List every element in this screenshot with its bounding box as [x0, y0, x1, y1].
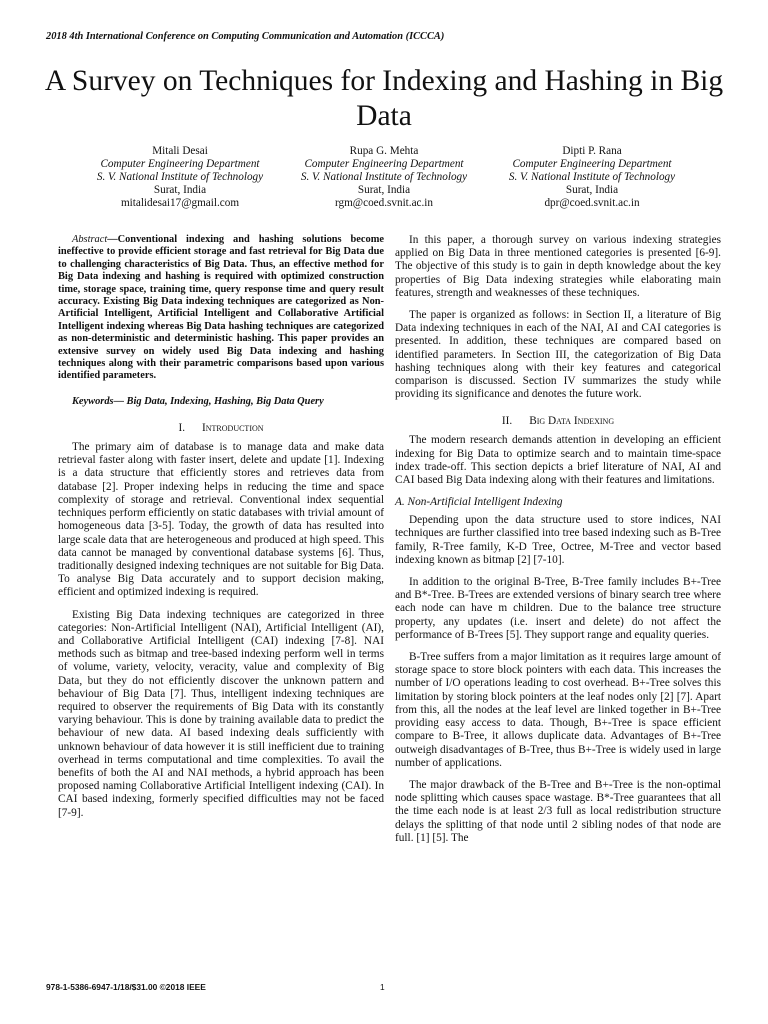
left-column [58, 234, 384, 820]
nai-paragraph-3: B-Tree suffers from a major limitation as it requires large amount of storage space to store block pointers with each data. This increases the number of I/O operations leading to cost overhead. B+-Tree solves this limitation by storing block pointers at the leaf nodes only [2] [7]. Apart from this, all the nodes at the leaf level are linked together in B+-Tree providing easy access to data. Though, B+-Tree is space efficient compare to B-Tree, it allows duplicate data. Advantages of B+-Tree outweigh disadvantages of B-Tree, thus B+-Tree is widely used in large number of applications. [395, 651, 721, 769]
author-department: Computer Engineering Department [512, 158, 672, 170]
author-city: Surat, India [565, 184, 619, 196]
nai-paragraph-1: Depending upon the data structure used to store indices, NAI techniques are further classified into tree based indexing such as B-Tree family, R-Tree family, K-D Tree, Octree, M-Tree and vector based indexing known as bitmap [2] [7-10]. [395, 514, 721, 566]
author-city: Surat, India [153, 184, 207, 196]
abstract-label: Abstract [72, 234, 108, 245]
paper-title: A Survey on Techniques for Indexing and Hashing in Big Data [44, 65, 724, 132]
section-title: Big Data Indexing [529, 415, 615, 428]
section-title: Introduction [202, 422, 264, 435]
author-department: Computer Engineering Department [304, 158, 464, 170]
intro-paragraph-4: The paper is organized as follows: in Section II, a literature of Big Data indexing techniques in each of the NAI, AI and CAI categories is presented. In addition, these techniques are compared based on identified parameters. In Section III, the categorization of Big Data hashing techniques along with their key features and categorical comparison is discussed. Section IV summarizes the study while providing its significance and denotes the future work. [395, 309, 721, 401]
author-name: Rupa G. Mehta [349, 145, 419, 157]
author-email: rgm@coed.svnit.ac.in [334, 197, 434, 209]
author-institute: S. V. National Institute of Technology [300, 171, 468, 183]
author-name: Mitali Desai [152, 145, 208, 157]
keywords: Keywords— Big Data, Indexing, Hashing, Big Data Query [72, 395, 324, 407]
author-city: Surat, India [357, 184, 411, 196]
intro-paragraph-2: Existing Big Data indexing techniques are categorized in three categories: Non-Artificial Intelligent (NAI), Artificial Intelligent (AI), and Collaborative Artificial Intelligent (CAI) indexing [7-8]. NAI methods such as bitmap and tree-based indexing perform well in terms of volume, variety, velocity, veracity, value and complexity of Big Data, but they do not efficiently discover the unknown pattern and behaviour of Big Data [7]. Thus, intelligent indexing techniques are required to observer the requirements of Big Data with its constantly varying behaviour. This is done by training available data to predict the behaviour of new data. AI based indexing deals sufficiently with unknown behaviour of data however it is still inefficient due to training overhead in terms computational and time complexities. To avail the benefits of both the AI and NAI methods, a hybrid approach has been proposed naming Collaborative Artificial Intelligent indexing (CAI). In CAI based indexing, formerly specified difficulties may not be faced [7-9]. [58, 608, 384, 819]
author-institute: S. V. National Institute of Technology [96, 171, 264, 183]
section-number: II. [501, 415, 513, 428]
conference-header: 2018 4th International Conference on Computing Communication and Automation (ICCCA) [46, 31, 445, 42]
copyright-footer: 978-1-5386-6947-1/18/$31.00 ©2018 IEEE [46, 982, 206, 992]
author-institute: S. V. National Institute of Technology [508, 171, 676, 183]
section-heading-big-data-indexing [395, 415, 721, 428]
author-department: Computer Engineering Department [100, 158, 260, 170]
abstract [58, 234, 384, 383]
abstract-text: —Conventional indexing and hashing solutions become ineffective to provide efficient storage and fast retrieval for Big Data due to challenging characteristics of Big Data. Thus, an effective method for Big Data indexing and hashing is required with optimized construction time, storage space, training time, query response time and query result accuracy. Existing Big Data indexing techniques are categorized as Non-Artificial Intelligent, Artificial Intelligent and Collaborative Artificial Intelligent indexing whereas Big Data hashing techniques are categorized as non-deterministic and deterministic hashing. This paper provides an extensive survey on widely used Big Data indexing and hashing techniques along with their parametric comparisons based upon various identified parameters. [58, 234, 384, 382]
indexing-paragraph-1: The modern research demands attention in developing an efficient indexing for Big Data to optimize search and to maintain time-space index trade-off. This section depicts a brief literature of NAI, AI and CAI based Big Data indexing along with their features and limitations. [395, 434, 721, 487]
author-block [0, 145, 768, 215]
intro-paragraph-1: The primary aim of database is to manage data and make data retrieval faster along with faster insert, delete and update [1]. Indexing is a data structure that efficiently stores and retrieves data from database [2]. Proper indexing helps in reducing the time and space complexity of storage and retrieval. Conventional index sequential techniques perform efficiently on static databases with trivial amount of homogeneous data [3-5]. Today, the growth of data has resulted into large scale data that are heterogeneous and produced at high speed. This data cannot be managed by conventional database systems [6]. Thus, traditionally designed indexing techniques are not suitable for Big Data. To analyse Big Data accurately and to support decision making, efficient and optimized indexing is required. [58, 441, 384, 599]
section-heading-introduction [58, 422, 384, 435]
author-3 [467, 145, 717, 210]
nai-paragraph-4: The major drawback of the B-Tree and B+-Tree is the non-optimal node splitting which causes space wastage. B*-Tree guarantees that all the time each node is at least 2/3 full as local redistribution structure delays the splitting of that node until 2 sibling nodes of that node are full. [1] [5]. The [395, 778, 721, 844]
page-number: 1 [380, 982, 385, 992]
author-email: mitalidesai17@gmail.com [120, 197, 240, 209]
intro-paragraph-3: In this paper, a thorough survey on various indexing strategies applied on Big Data in three mentioned categories is presented [6-9]. The objective of this study is to gain in depth knowledge about the key properties of Big Data indexing strategies while elaborating main features, strength and weaknesses of these techniques. [395, 234, 721, 299]
subsection-heading-nai: A. Non-Artificial Intelligent Indexing [395, 496, 563, 509]
author-email: dpr@coed.svnit.ac.in [544, 197, 640, 209]
author-name: Dipti P. Rana [562, 145, 622, 157]
section-number: I. [178, 422, 186, 435]
nai-paragraph-2: In addition to the original B-Tree, B-Tree family includes B+-Tree and B*-Tree. B-Trees are extended versions of binary search tree where each node can have m children. Due to the balance tree structure property, any updates (i.e. insert and delete) do not affect the performance of B-Trees [5]. They support range and equality queries. [395, 576, 721, 641]
right-column [395, 234, 721, 845]
